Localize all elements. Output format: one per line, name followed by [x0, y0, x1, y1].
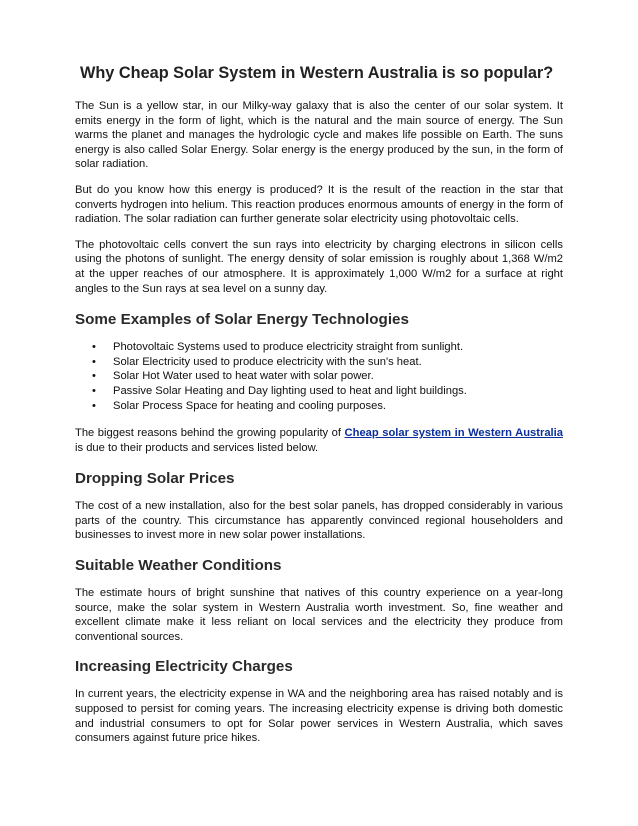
reasons-paragraph: [75, 426, 563, 455]
examples-list: [75, 340, 563, 413]
reasons-text-after: is due to their products and services listed below.: [75, 441, 319, 454]
intro-paragraph: The Sun is a yellow star, in our Milky-way galaxy that is also the center of our solar system. It emits energy in the form of light, which is the natural and the main source of energy. The Sun warms the planet and manages the hydrologic cycle and makes life possible on Earth. The suns energy is also called Solar Energy. Solar energy is the energy produced by the sun, in the form of solar radiation.: [75, 100, 563, 171]
document-page: [75, 64, 563, 757]
bullet-icon: •: [92, 384, 96, 397]
section-heading-prices: Dropping Solar Prices: [75, 470, 235, 488]
bullet-icon: •: [92, 399, 96, 412]
section-heading-weather: Suitable Weather Conditions: [75, 557, 282, 575]
bullet-icon: •: [92, 341, 96, 354]
section-paragraph-charges: In current years, the electricity expense in WA and the neighboring area has raised notably and is supposed to persist for coming years. The increasing electricity expense is driving both domestic and industrial consumers to opt for Solar power services in Western Australia, which saves consumers against future price hikes.: [75, 688, 563, 745]
bullet-icon: •: [92, 370, 96, 383]
intro-paragraph: The photovoltaic cells convert the sun rays into electricity by charging electrons in silicon cells using the photons of sunlight. The energy density of solar emission is roughly about 1,368 W/m2 at the upper reaches of our atmosphere. It is approximately 1,000 W/m2 for a surface at right angles to the Sun rays at sea level on a sunny day.: [75, 238, 563, 295]
cheap-solar-link[interactable]: Cheap solar system in Western Australia: [344, 427, 563, 440]
intro-paragraph: But do you know how this energy is produced? It is the result of the reaction in the star that converts hydrogen into helium. This reaction produces enormous amounts of energy in the form of radiation. The solar radiation can further generate solar electricity using photovoltaic cells.: [75, 183, 563, 226]
section-paragraph-weather: The estimate hours of bright sunshine that natives of this country experience on a year-long source, make the solar system in Western Australia worth investment. So, fine weather and excellent climate make it less reliant on local services and the electricity they produce from conventional sources.: [75, 587, 563, 643]
bullet-icon: •: [92, 355, 96, 368]
document-title: Why Cheap Solar System in Western Australia is so popular?: [80, 64, 554, 82]
list-item: • Solar Hot Water used to heat water with solar power.: [92, 370, 374, 383]
list-item: • Photovoltaic Systems used to produce electricity straight from sunlight.: [92, 341, 464, 354]
list-item: • Solar Electricity used to produce electricity with the sun's heat.: [92, 355, 422, 368]
list-item: • Passive Solar Heating and Day lighting used to heat and light buildings.: [92, 384, 467, 397]
reasons-text-before: The biggest reasons behind the growing popularity of: [75, 427, 345, 440]
section-paragraph-prices: The cost of a new installation, also for the best solar panels, has dropped considerably in various parts of the country. This circumstance has apparently convinced regional householders and businesses to invest more in new solar power installations.: [75, 500, 563, 542]
list-item: • Solar Process Space for heating and cooling purposes.: [92, 399, 387, 412]
section-heading-charges: Increasing Electricity Charges: [75, 658, 293, 676]
section-heading-examples: Some Examples of Solar Energy Technologies: [75, 311, 409, 329]
